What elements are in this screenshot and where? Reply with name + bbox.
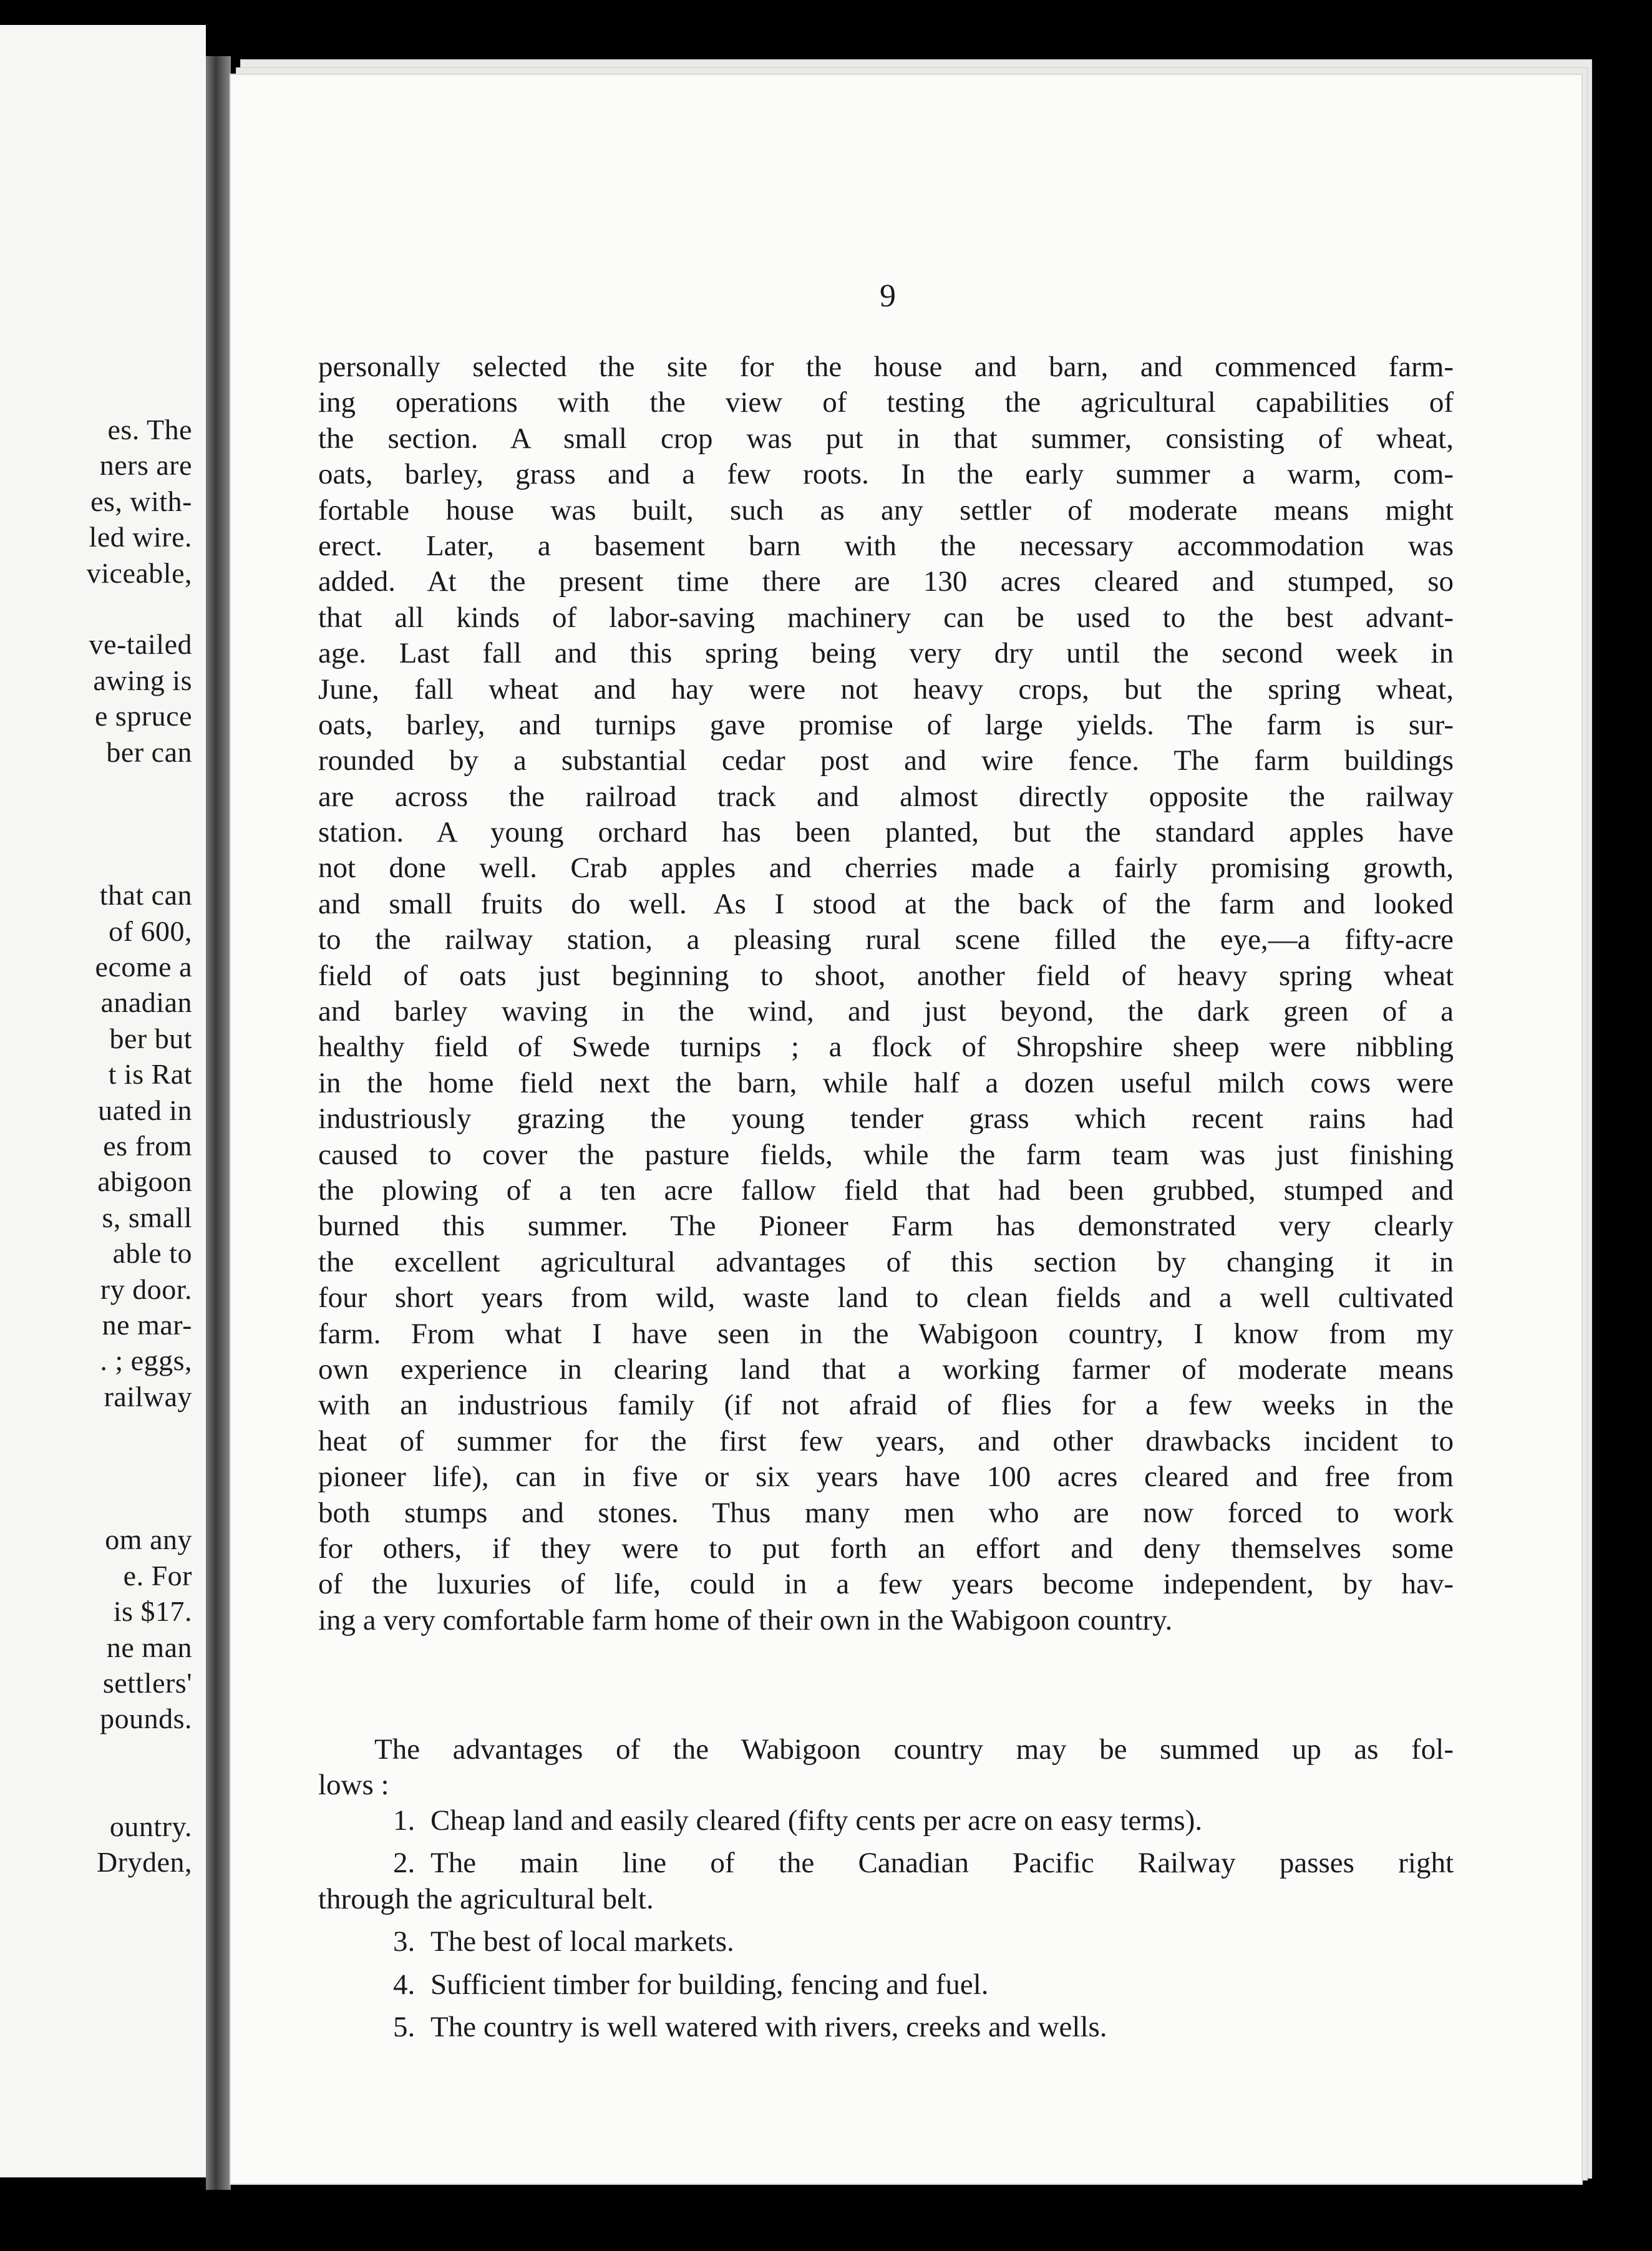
list-item — [318, 2010, 1454, 2045]
previous-page-line: es. The — [107, 414, 192, 445]
text-line: added. At the present time there are 130 acres cleared and stumped, so — [318, 565, 1454, 598]
list-item-text: The main line of the Canadian Pacific Railway passes right — [430, 1847, 1454, 1880]
main-page — [231, 75, 1582, 2184]
text-line: farm. From what I have seen in the Wabigoon country, I know from my — [318, 1317, 1454, 1350]
previous-page-line: ountry. — [109, 1810, 192, 1842]
list-item-text: The best of local markets. — [430, 1925, 734, 1958]
previous-page-line: is $17. — [113, 1595, 192, 1628]
list-item — [318, 1967, 1454, 2003]
text-line: healthy field of Swede turnips ; a flock of Shropshire sheep were nibbling — [318, 1031, 1454, 1064]
text-line: station. A young orchard has been planted, but the standard apples have — [318, 816, 1454, 849]
previous-page-line: Dryden, — [97, 1846, 192, 1878]
previous-page-line: om any — [105, 1524, 192, 1556]
text-line: to the railway station, a pleasing rural scene filled the eye,—a fifty-acre — [318, 923, 1454, 956]
previous-page-line: s, small — [102, 1201, 192, 1233]
text-line: four short years from wild, waste land to clean fields and a well cultivated — [318, 1281, 1454, 1315]
previous-page-fragment — [0, 25, 206, 2177]
text-line: the excellent agricultural advantages of this section by changing it in — [318, 1245, 1454, 1278]
text-line: heat of summer for the first few years, and other drawbacks incident to — [318, 1424, 1454, 1457]
previous-page-line: settlers' — [102, 1667, 192, 1699]
previous-page-line: pounds. — [100, 1703, 192, 1735]
list-item-number: 4. — [393, 1968, 415, 2001]
previous-page-line: of 600, — [109, 915, 192, 947]
previous-page-line: led wire. — [89, 521, 192, 553]
text-line: oats, barley, and turnips gave promise of large yields. The farm is sur- — [318, 708, 1454, 741]
previous-page-line: ne mar- — [102, 1309, 192, 1341]
paragraph-2 — [318, 1732, 1454, 1804]
text-line: The advantages of the Wabigoon country may be summed up as fol- — [374, 1733, 1454, 1766]
previous-page-line: viceable, — [86, 557, 192, 589]
previous-page-line: able to — [112, 1237, 192, 1270]
previous-page-line: awing is — [93, 664, 192, 696]
list-item-text: The country is well watered with rivers, creeks and wells. — [430, 2011, 1107, 2044]
text-line: rounded by a substantial cedar post and wire fence. The farm buildings — [318, 744, 1454, 777]
text-line: in the home field next the barn, while half a dozen useful milch cows were — [318, 1066, 1454, 1099]
previous-page-line: ners are — [99, 449, 192, 482]
text-line: ing operations with the view of testing the agricultural capabilities of — [318, 386, 1454, 419]
text-line: that all kinds of labor-saving machinery can be used to the best advant- — [318, 601, 1454, 634]
previous-page-line: ne man — [106, 1631, 192, 1663]
previous-page-line: anadian — [100, 986, 192, 1019]
text-line: the plowing of a ten acre fallow field that had been grubbed, stumped and — [318, 1174, 1454, 1207]
previous-page-line: t is Rat — [108, 1058, 192, 1091]
list-item-number: 3. — [393, 1925, 415, 1958]
text-line: June, fall wheat and hay were not heavy crops, but the spring wheat, — [318, 673, 1454, 706]
text-line: pioneer life), can in five or six years have 100 acres cleared and free from — [318, 1461, 1454, 1494]
list-item-number: 5. — [393, 2011, 415, 2044]
list-item-text: Sufficient timber for building, fencing and fuel. — [430, 1968, 989, 2001]
previous-page-line: railway — [104, 1380, 192, 1412]
previous-page-line: abigoon — [97, 1165, 192, 1198]
previous-page-line: ve-tailed — [89, 628, 192, 661]
previous-page-line: ber but — [109, 1022, 192, 1054]
previous-page-line: . ; eggs, — [100, 1344, 192, 1377]
previous-page-line: ber can — [106, 736, 192, 768]
advantages-list — [318, 1803, 1454, 2052]
text-line: fortable house was built, such as any settler of moderate means might — [318, 493, 1454, 527]
text-line: for others, if they were to put forth an effort and deny themselves some — [318, 1532, 1454, 1565]
text-line: the section. A small crop was put in that summer, consisting of wheat, — [318, 422, 1454, 455]
text-line: burned this summer. The Pioneer Farm has demonstrated very clearly — [318, 1210, 1454, 1243]
paragraph-1 — [318, 349, 1454, 1638]
list-item — [318, 1924, 1454, 1960]
text-line: both stumps and stones. Thus many men who are now forced to work — [318, 1496, 1454, 1529]
text-line: industriously grazing the young tender grass which recent rains had — [318, 1102, 1454, 1135]
previous-page-line: e. For — [123, 1559, 192, 1592]
text-line: ing a very comfortable farm home of their own in the Wabigoon country. — [318, 1603, 1173, 1636]
page-number: 9 — [880, 278, 896, 314]
text-line: are across the railroad track and almost directly opposite the railway — [318, 780, 1454, 813]
previous-page-line: uated in — [98, 1094, 192, 1126]
previous-page-line: es from — [103, 1130, 192, 1162]
text-line: not done well. Crab apples and cherries made a fairly promising growth, — [318, 852, 1454, 885]
text-line: and small fruits do well. As I stood at the back of the farm and looked — [318, 887, 1454, 920]
previous-page-line: ry door. — [100, 1273, 192, 1305]
list-item-number: 2. — [393, 1847, 415, 1880]
text-line: of the luxuries of life, could in a few years become independent, by hav- — [318, 1568, 1454, 1601]
text-line: personally selected the site for the house and barn, and commenced farm- — [318, 351, 1454, 383]
list-item-text: Cheap land and easily cleared (fifty cents per acre on easy terms). — [430, 1804, 1203, 1837]
text-line: and barley waving in the wind, and just beyond, the dark green of a — [318, 995, 1454, 1028]
text-line: caused to cover the pasture fields, while the farm team was just finishing — [318, 1138, 1454, 1171]
list-item — [318, 1845, 1454, 1917]
text-line: own experience in clearing land that a working farmer of moderate means — [318, 1353, 1454, 1386]
previous-page-line: e spruce — [95, 700, 192, 732]
text-line: erect. Later, a basement barn with the necessary accommodation was — [318, 529, 1454, 562]
previous-page-line: that can — [99, 879, 192, 912]
text-line: age. Last fall and this spring being very dry until the second week in — [318, 637, 1454, 670]
previous-page-line: es, with- — [90, 485, 192, 517]
text-line: with an industrious family (if not afraid of flies for a few weeks in the — [318, 1389, 1454, 1422]
list-item-continuation: through the agricultural belt. — [318, 1882, 654, 1915]
book-gutter — [206, 56, 231, 2190]
previous-page-line: ecome a — [95, 951, 192, 983]
text-line: field of oats just beginning to shoot, another field of heavy spring wheat — [318, 959, 1454, 992]
list-item-number: 1. — [393, 1804, 415, 1837]
text-line: oats, barley, grass and a few roots. In the early summer a warm, com- — [318, 458, 1454, 491]
list-item — [318, 1803, 1454, 1839]
text-line: lows : — [318, 1769, 389, 1802]
